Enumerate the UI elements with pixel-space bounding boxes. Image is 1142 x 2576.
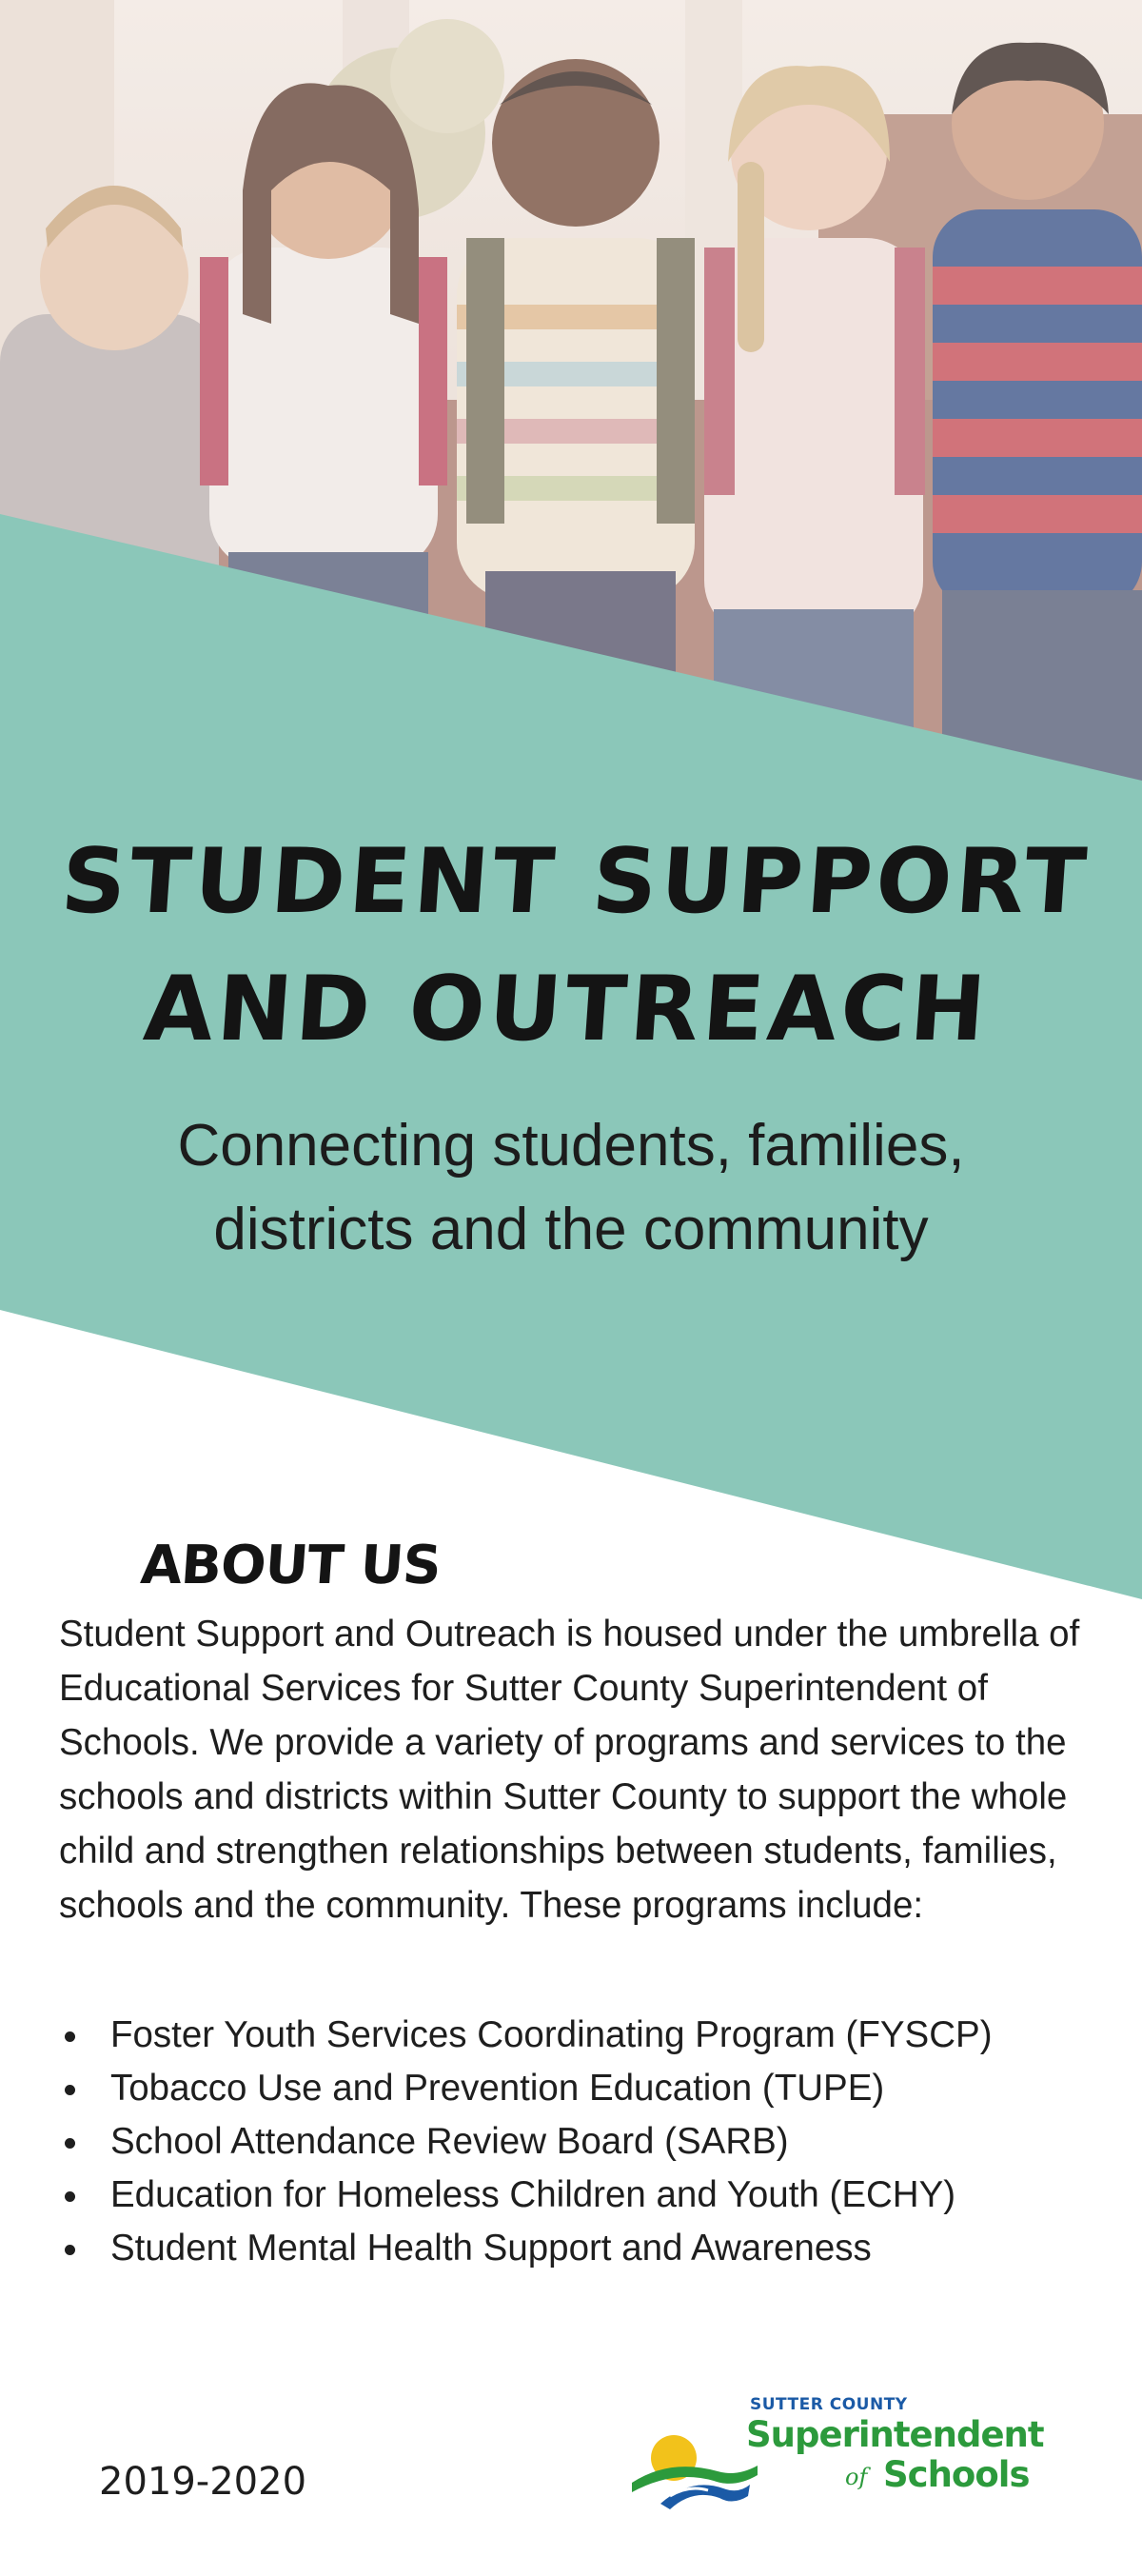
logo-schools-text: Schools (883, 2454, 1030, 2495)
logo-of-text: of (845, 2464, 868, 2490)
programs-list (59, 2009, 1115, 2275)
about-heading: ABOUT US (138, 1535, 443, 1596)
list-item: Education for Homeless Children and Youth (ECHY) (59, 2169, 1115, 2222)
list-item: Foster Youth Services Coordinating Program (FYSCP) (59, 2009, 1115, 2062)
sutter-county-logo (632, 2395, 1051, 2509)
about-body: Student Support and Outreach is housed under the umbrella of Educational Services for Sutter County Superintendent of Schools. We provide a variety of programs and services to the schools and districts within Sutter County to support the whole child and strengthen relationships between students, families, schools and the community. These programs include: (59, 1614, 1080, 1926)
list-item: School Attendance Review Board (SARB) (59, 2115, 1115, 2169)
sun-river-logo-icon (632, 2429, 765, 2509)
list-item: Tobacco Use and Prevention Education (TUPE) (59, 2062, 1115, 2115)
page-subtitle: Connecting students, families, districts and the community (177, 1113, 965, 1262)
page-title: STUDENT SUPPORT AND OUTREACH (57, 830, 1093, 1061)
school-year: 2019-2020 (99, 2460, 307, 2504)
logo-county-text: SUTTER COUNTY (750, 2395, 908, 2414)
list-item: Student Mental Health Support and Awareness (59, 2222, 1115, 2275)
logo-superintendent-text: Superintendent (746, 2414, 1044, 2455)
